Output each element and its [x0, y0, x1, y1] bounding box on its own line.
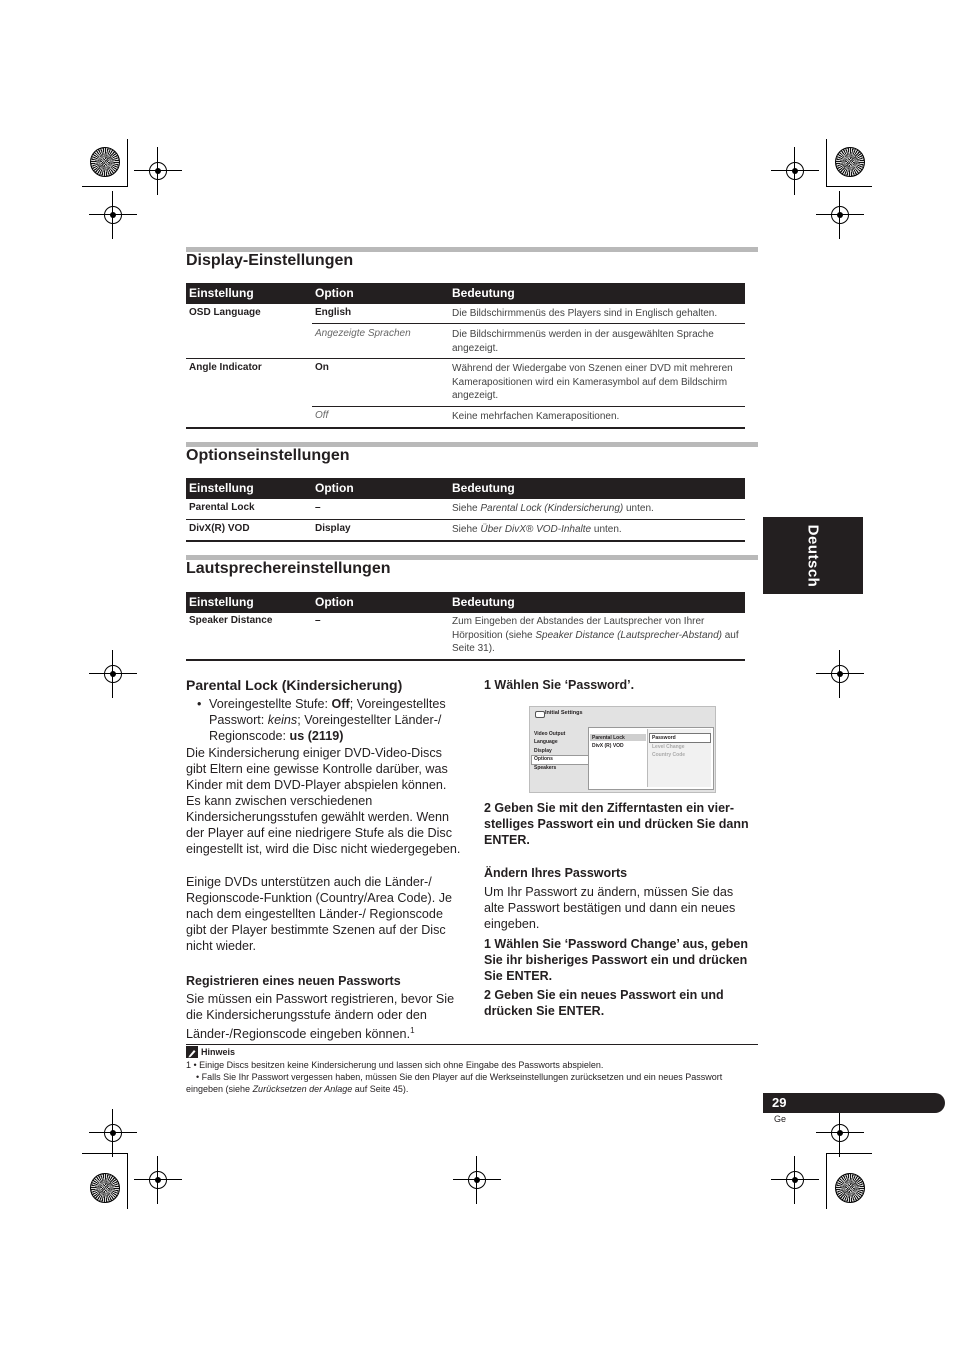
crosshair-icon [146, 159, 170, 183]
registration-burst-bl [90, 1173, 120, 1203]
osd-sub-option: Password [652, 735, 676, 741]
crop-mark [127, 139, 128, 187]
row-divider [186, 519, 745, 520]
page-number-badge [763, 1093, 945, 1113]
row-setting: Angle Indicator [189, 362, 262, 373]
section-title-speakers: Lautsprechereinstellungen [186, 560, 391, 577]
table-header [186, 283, 745, 304]
row-setting: OSD Language [189, 307, 261, 318]
page-number: 29 [772, 1095, 787, 1110]
crosshair-icon [101, 662, 125, 686]
row-meaning: Siehe Über DivX® VOD-Inhalte unten. [452, 524, 622, 535]
col-header-meaning: Bedeutung [452, 595, 515, 609]
osd-option: DivX (R) VOD [592, 743, 624, 749]
register-password-text: Sie müssen ein Passwort registrieren, bevor Sie die Kindersicherungsstufe ändern oder den Länder-/Regionscode eingeben können.$^1$ [186, 992, 455, 1042]
row-option: Display [315, 523, 351, 534]
col-header-setting: Einstellung [189, 595, 254, 609]
change-password-title: Ändern Ihres Passworts [484, 866, 628, 880]
col-header-option: Option [315, 481, 354, 495]
note-line-2: • Falls Sie Ihr Passwort vergessen haben, müssen Sie den Player auf die Werkseinstellungen zurücksetzen und ein neues Passwort eingeben (siehe Zurücksetzen der Anlage auf Seite 45). [186, 1072, 723, 1094]
osd-menu-item: Video Output [534, 731, 566, 737]
speaker-settings-table [186, 592, 745, 664]
note-line-1: 1 • Einige Discs besitzen keine Kindersicherung und lassen sich ohne Eingabe des Passworts abspielen. [186, 1060, 604, 1070]
section-title-display: Display-Einstellungen [186, 252, 354, 269]
parental-para-1: Die Kindersicherung einiger DVD-Video-Discs gibt Eltern eine gewisse Kontrolle darüber, was Kinder mit dem DVD-Player abspielen können. Es kann zwischen verschiedenen Kindersicherungsstufen gewählt werden. Wenn der Player auf eine niedrigere Stufe als die Disc eingestellt ist, wird die Disc nicht wiedergegeben. [186, 746, 461, 856]
crosshair-icon [465, 1168, 489, 1192]
defaults-bullet: • Voreingestellte Stufe: Off; Voreingestelltes Passwort: keins; Voreingestellter Länder-/ Regionscode: us (2119) [197, 697, 446, 743]
language-tab: Deutsch [763, 517, 863, 594]
row-divider [312, 406, 745, 407]
change-step-2: 2 Geben Sie ein neues Passwort ein und drücken Sie ENTER. [484, 988, 724, 1018]
crop-mark [82, 1153, 128, 1154]
row-setting: Parental Lock [189, 502, 255, 513]
crosshair-icon [828, 203, 852, 227]
row-option: Off [315, 410, 329, 421]
row-meaning: Zum Eingeben der Abstandes der Lautsprecher von Ihrer Hörposition (siehe Speaker Distance (Lautsprecher-Abstand) auf Seite 31). [452, 616, 739, 654]
row-setting: DivX(R) VOD [189, 523, 250, 534]
crosshair-icon [783, 1168, 807, 1192]
change-password-text: Um Ihr Passwort zu ändern, müssen Sie das alte Passwort bestätigen und dann ein neues eingeben. [484, 885, 736, 931]
row-option: – [315, 615, 321, 626]
osd-menu-item: Options [534, 756, 553, 762]
note-rule [186, 1044, 758, 1045]
crosshair-icon [783, 159, 807, 183]
crop-mark [826, 139, 827, 187]
col-header-option: Option [315, 595, 354, 609]
col-header-setting: Einstellung [189, 481, 254, 495]
osd-sub-option: Level Change [652, 744, 685, 750]
osd-menu-item: Speakers [534, 765, 557, 771]
row-option: – [315, 502, 321, 513]
osd-submenu [647, 729, 711, 787]
row-setting: Speaker Distance [189, 615, 273, 626]
col-header-meaning: Bedeutung [452, 481, 515, 495]
col-header-setting: Einstellung [189, 286, 254, 300]
col-header-option: Option [315, 286, 354, 300]
table-end-rule [186, 659, 745, 661]
table-end-rule [186, 427, 745, 429]
osd-options-panel [588, 727, 714, 790]
step-1-select-password: 1 Wählen Sie ‘Password’. [484, 678, 635, 692]
col-header-meaning: Bedeutung [452, 286, 515, 300]
table-header [186, 478, 745, 499]
crosshair-icon [101, 203, 125, 227]
osd-menu-item: Display [534, 748, 552, 754]
crosshair-icon [101, 1121, 125, 1145]
row-divider [312, 323, 745, 324]
display-settings-table [186, 283, 745, 431]
crop-mark [826, 1153, 827, 1209]
row-meaning: Keine mehrfachen Kamerapositionen. [452, 411, 620, 422]
crosshair-icon [146, 1168, 170, 1192]
crop-mark [826, 1153, 872, 1154]
note-icon [186, 1046, 198, 1058]
row-meaning: Die Bildschirmmenüs des Players sind in Englisch gehalten. [452, 308, 718, 319]
osd-option: Parental Lock [592, 735, 625, 741]
osd-title: Initial Settings [545, 710, 583, 716]
row-option: Angezeigte Sprachen [315, 328, 411, 339]
row-meaning: Während der Wiedergabe von Szenen einer DVD mit mehreren Kamerapositionen wird ein Kamerasymbol auf dem Bildschirm angezeigt. [452, 363, 733, 401]
registration-burst-tr [835, 147, 865, 177]
crosshair-icon [828, 1121, 852, 1145]
options-settings-table [186, 478, 745, 544]
note-label: Hinweis [201, 1047, 236, 1057]
crosshair-icon [828, 662, 852, 686]
registration-burst-tl [90, 147, 120, 177]
crop-mark [82, 186, 128, 187]
table-end-rule [186, 540, 745, 542]
osd-sub-option: Country Code [652, 752, 686, 758]
row-option: On [315, 362, 329, 373]
crop-mark [127, 1153, 128, 1209]
row-meaning: Siehe Parental Lock (Kindersicherung) unten. [452, 503, 654, 514]
initial-settings-screen [529, 706, 716, 793]
parental-para-2: Einige DVDs unterstützen auch die Länder-/ Regionscode-Funktion (Country/Area Code). Je nach dem eingestellten Länder-/ Regionscode gibt der Player bestimmte Szenen auf der Disc nicht wieder. [186, 875, 452, 953]
bullet-dot: • [197, 697, 202, 711]
row-option: English [315, 307, 352, 318]
step-2-enter-password: 2 Geben Sie mit den Zifferntasten ein vier-stelliges Passwort ein und drücken Sie dann ENTER. [484, 801, 749, 847]
crop-mark [826, 186, 872, 187]
parental-lock-title: Parental Lock (Kindersicherung) [186, 677, 403, 693]
disc-icon [535, 711, 545, 718]
registration-burst-br [835, 1173, 865, 1203]
change-step-1: 1 Wählen Sie ‘Password Change’ aus, geben Sie ihr bisheriges Passwort ein und drücken Sie ENTER. [484, 937, 748, 983]
row-divider [186, 358, 745, 359]
osd-menu-item: Language [534, 739, 558, 745]
row-meaning: Die Bildschirmmenüs werden in der ausgewählten Sprache angezeigt. [452, 329, 714, 354]
table-header [186, 592, 745, 613]
page-language-code: Ge [774, 1114, 787, 1124]
register-password-title: Registrieren eines neuen Passworts [186, 974, 401, 988]
section-title-options: Optionseinstellungen [186, 447, 350, 464]
